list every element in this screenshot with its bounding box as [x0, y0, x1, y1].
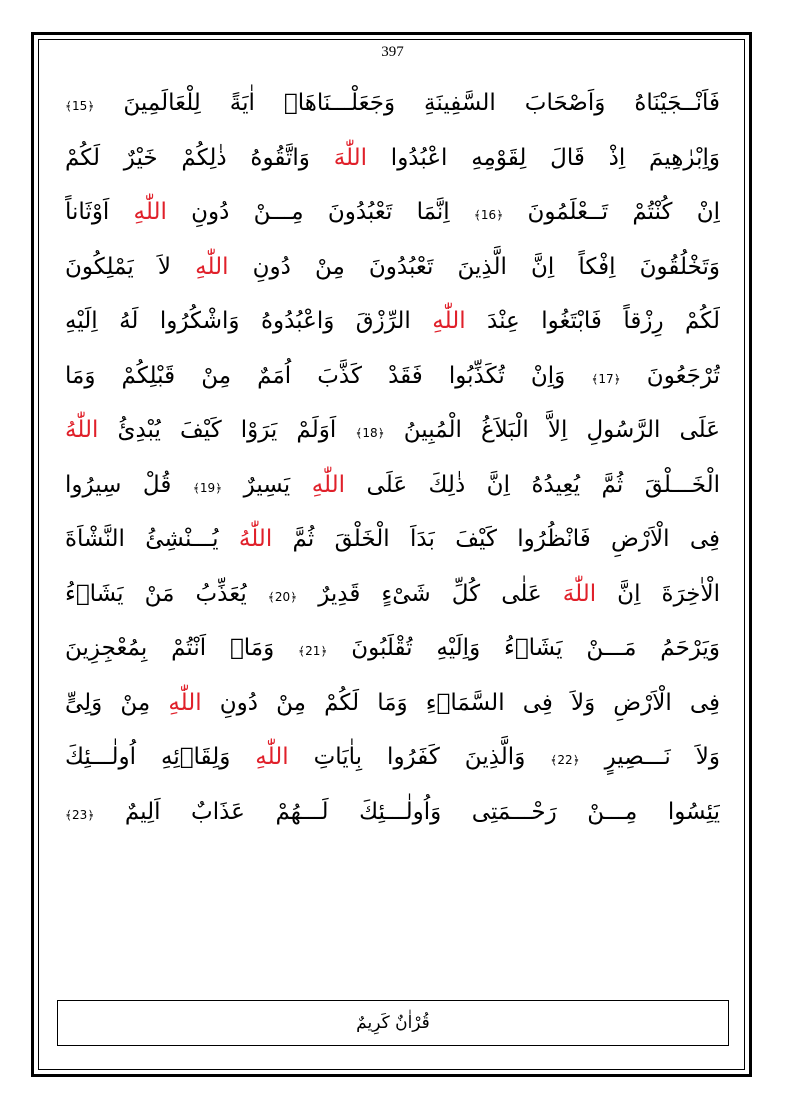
divine-name: اللّٰهِ [168, 689, 202, 716]
divine-name: اللّٰهِ [432, 308, 466, 334]
text-segment: اِنْ كُنْتُمْ تَــعْلَمُونَ [503, 199, 720, 225]
footer-box [57, 1000, 729, 1046]
text-segment: يُـــنْشِئُ النَّشْاَةَ [65, 526, 239, 552]
text-segment: قُلْ سِيرُوا [65, 471, 193, 498]
page-number: 397 [381, 44, 404, 60]
text-segment: فِى الْاَرْضِ فَانْظُرُوا كَيْفَ بَدَاَ الْخَلْقَ ثُمَّ [272, 526, 720, 552]
text-segment: عَلٰى كُلِّ شَىْءٍ قَدِيرٌ [297, 580, 563, 607]
footer-title: قُرْاٰنٌ كَرِيمٌ [356, 1013, 430, 1033]
text-segment: وَتَخْلُقُونَ اِفْكاً اِنَّ الَّذِينَ تَعْبُدُونَ مِنْ دُونِ [228, 253, 720, 280]
ayah-number: ﴿15﴾ [65, 99, 95, 113]
text-line [65, 403, 720, 458]
text-segment: وَلِقَاۤئِهِ اُولٰـــئِكَ [65, 744, 256, 770]
divine-name: اللّٰهَ [333, 144, 368, 171]
text-line [65, 458, 720, 513]
text-segment: اِنَّمَا تَعْبُدُونَ مِـــنْ دُونِ [166, 199, 474, 225]
divine-name: اللّٰهِ [255, 744, 289, 770]
text-segment: فِى الْاَرْضِ وَلاَ فِى السَّمَاۤءِ وَمَا لَكُمْ مِنْ دُونِ [201, 689, 720, 716]
text-segment: يَسِيرٌ [222, 471, 312, 498]
text-line [65, 676, 720, 731]
text-line [65, 567, 720, 622]
divine-name: اللّٰهِ [311, 471, 346, 498]
divine-name: اللّٰهُ [238, 526, 273, 552]
text-line [65, 185, 720, 240]
ayah-number: ﴿17﴾ [591, 371, 621, 386]
ayah-number: ﴿23﴾ [65, 807, 95, 822]
text-line [65, 785, 720, 840]
text-segment: عَلَى الرَّسُولِ اِلاَّ الْبَلاَغُ الْمُبِينُ [384, 417, 720, 443]
ayah-number: ﴿20﴾ [267, 589, 298, 604]
text-segment: الْاٰخِرَةَ اِنَّ [596, 580, 720, 607]
text-segment: يُعَذِّبُ مَنْ يَشَاۤءُ [65, 580, 268, 607]
text-segment: وَاِنْ تُكَذِّبُوا فَقَدْ كَذَّبَ اُمَمٌ مِنْ قَبْلِكُمْ وَمَا [65, 362, 592, 389]
divine-name: اللّٰهُ [65, 417, 99, 443]
ayah-number: ﴿19﴾ [192, 480, 223, 495]
text-line [65, 76, 720, 131]
text-segment: فَاَنْــجَيْنَاهُ وَاَصْحَابَ السَّفِينَةِ وَجَعَلْـــنَاهَاۤ اٰيَةً لِلْعَالَمِينَ [94, 90, 720, 116]
divine-name: اللّٰهَ [562, 580, 597, 607]
ayah-number: ﴿18﴾ [355, 426, 385, 440]
divine-name: اللّٰهِ [195, 253, 229, 280]
text-segment: اَوْثَاناً [65, 199, 134, 225]
text-segment: وَمَاۤ اَنْتُمْ بِمُعْجِزِينَ [65, 635, 299, 661]
text-line [65, 730, 720, 785]
text-segment: الْخَـــلْقَ ثُمَّ يُعِيدُهُ اِنَّ ذٰلِكَ عَلَى [345, 471, 720, 498]
text-segment: وَاتَّقُوهُ ذٰلِكُمْ خَيْرٌ لَكُمْ [65, 144, 334, 171]
text-segment: اَوَلَمْ يَرَوْا كَيْفَ يُبْدِئُ [98, 417, 356, 443]
text-segment: لاَ يَمْلِكُونَ [65, 253, 196, 280]
text-segment: لَكُمْ رِزْقاً فَابْتَغُوا عِنْدَ [465, 308, 720, 334]
ayah-number: ﴿16﴾ [473, 208, 504, 222]
text-line [65, 294, 720, 349]
text-segment: الرِّزْقَ وَاعْبُدُوهُ وَاشْكُرُوا لَهُ اِلَيْهِ [65, 308, 433, 334]
text-line [65, 512, 720, 567]
text-line [65, 349, 720, 404]
text-segment: وَاِبْرٰهِيمَ اِذْ قَالَ لِقَوْمِهِ اعْبُدُوا [367, 144, 720, 171]
text-segment: وَيَرْحَمُ مَـــنْ يَشَاۤءُ وَاِلَيْهِ تُقْلَبُونَ [327, 635, 720, 661]
text-segment: مِنْ وَلِىٍّ [65, 689, 169, 716]
text-line [65, 621, 720, 676]
ayah-number: ﴿21﴾ [298, 644, 328, 658]
text-segment: وَالَّذِينَ كَفَرُوا بِاٰيَاتِ [288, 744, 551, 770]
divine-name: اللّٰهِ [133, 199, 167, 225]
text-line [65, 131, 720, 186]
text-segment: تُرْجَعُونَ [620, 362, 720, 389]
ayah-number: ﴿22﴾ [550, 753, 580, 767]
text-segment: يَئِسُوا مِـــنْ رَحْـــمَتِى وَاُولٰـــئِكَ لَـــهُمْ عَذَابٌ اَلِيمٌ [94, 798, 720, 825]
quran-text-block [65, 76, 720, 839]
text-segment: وَلاَ نَـــصِيرٍ [579, 744, 720, 770]
text-line [65, 240, 720, 295]
